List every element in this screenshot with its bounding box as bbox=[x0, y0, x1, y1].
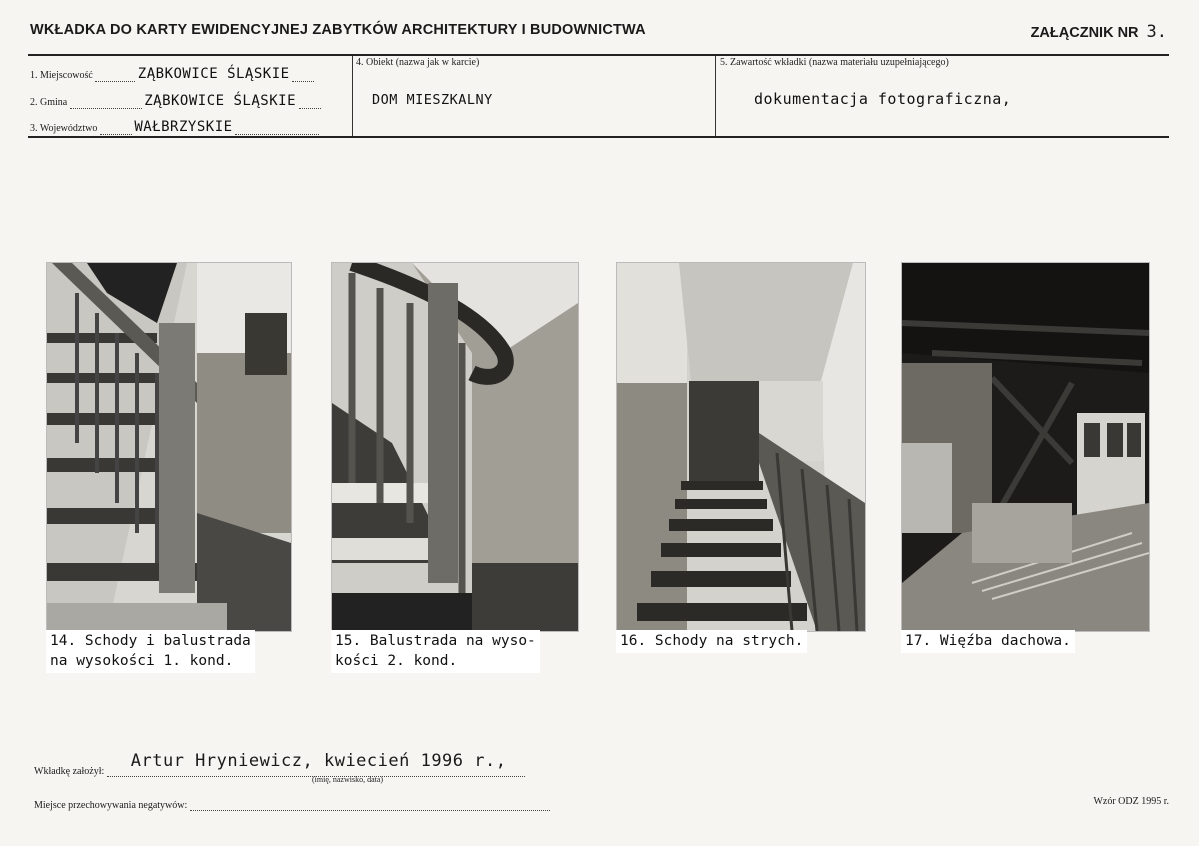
negatives-storage-label: Miejsce przechowywania negatywów: bbox=[34, 800, 188, 811]
field-commune-label: 2. Gmina bbox=[30, 97, 68, 108]
photo-15-image bbox=[332, 263, 578, 631]
field-object-value: DOM MIESZKALNY bbox=[372, 92, 493, 108]
photo-17 bbox=[901, 262, 1150, 632]
author-label: Wkładkę założył: bbox=[34, 766, 105, 777]
field-commune bbox=[30, 93, 321, 109]
negatives-storage-field bbox=[34, 800, 550, 811]
photo-16-caption: 16. Schody na strych. bbox=[616, 630, 807, 653]
annex-number: 3. bbox=[1146, 22, 1167, 42]
field-voivodeship-label: 3. Województwo bbox=[30, 123, 98, 134]
form-title: WKŁADKA DO KARTY EWIDENCYJNEJ ZABYTKÓW ARCHITEKTURY I BUDOWNICTWA bbox=[30, 22, 646, 38]
photo-17-caption: 17. Więźba dachowa. bbox=[901, 630, 1075, 653]
field-contents-value: dokumentacja fotograficzna, bbox=[754, 90, 1012, 108]
annex-label-text: ZAŁĄCZNIK NR bbox=[1030, 25, 1139, 41]
field-voivodeship-value: WAŁBRZYSKIE bbox=[134, 119, 233, 135]
photo-16-image bbox=[617, 263, 865, 631]
field-contents-label: 5. Zawartość wkładki (nazwa materiału uzupełniającego) bbox=[720, 57, 949, 68]
field-locality-value: ZĄBKOWICE ŚLĄSKIE bbox=[137, 66, 290, 82]
field-object-label: 4. Obiekt (nazwa jak w karcie) bbox=[356, 57, 480, 68]
header-rule-top bbox=[28, 54, 1169, 56]
field-commune-value: ZĄBKOWICE ŚLĄSKIE bbox=[144, 93, 297, 109]
field-locality-label: 1. Miejscowość bbox=[30, 70, 93, 81]
author-value: Artur Hryniewicz, kwiecień 1996 r., bbox=[130, 751, 507, 771]
author-hint: (imię, nazwisko, data) bbox=[312, 775, 384, 784]
annex-label bbox=[1031, 22, 1167, 42]
column-divider-1 bbox=[352, 56, 353, 136]
field-locality bbox=[30, 66, 314, 82]
photo-15-caption: 15. Balustrada na wyso- kości 2. kond. bbox=[331, 630, 540, 673]
author-field bbox=[34, 751, 525, 777]
photo-14-image bbox=[47, 263, 291, 631]
template-note: Wzór ODZ 1995 r. bbox=[1093, 796, 1169, 807]
field-voivodeship bbox=[30, 119, 319, 135]
photo-14-caption: 14. Schody i balustrada na wysokości 1. kond. bbox=[46, 630, 255, 673]
photo-14 bbox=[46, 262, 292, 632]
column-divider-2 bbox=[715, 56, 716, 136]
photo-15 bbox=[331, 262, 579, 632]
header-rule-bottom bbox=[28, 136, 1169, 138]
photo-16 bbox=[616, 262, 866, 632]
photo-17-image bbox=[902, 263, 1149, 631]
